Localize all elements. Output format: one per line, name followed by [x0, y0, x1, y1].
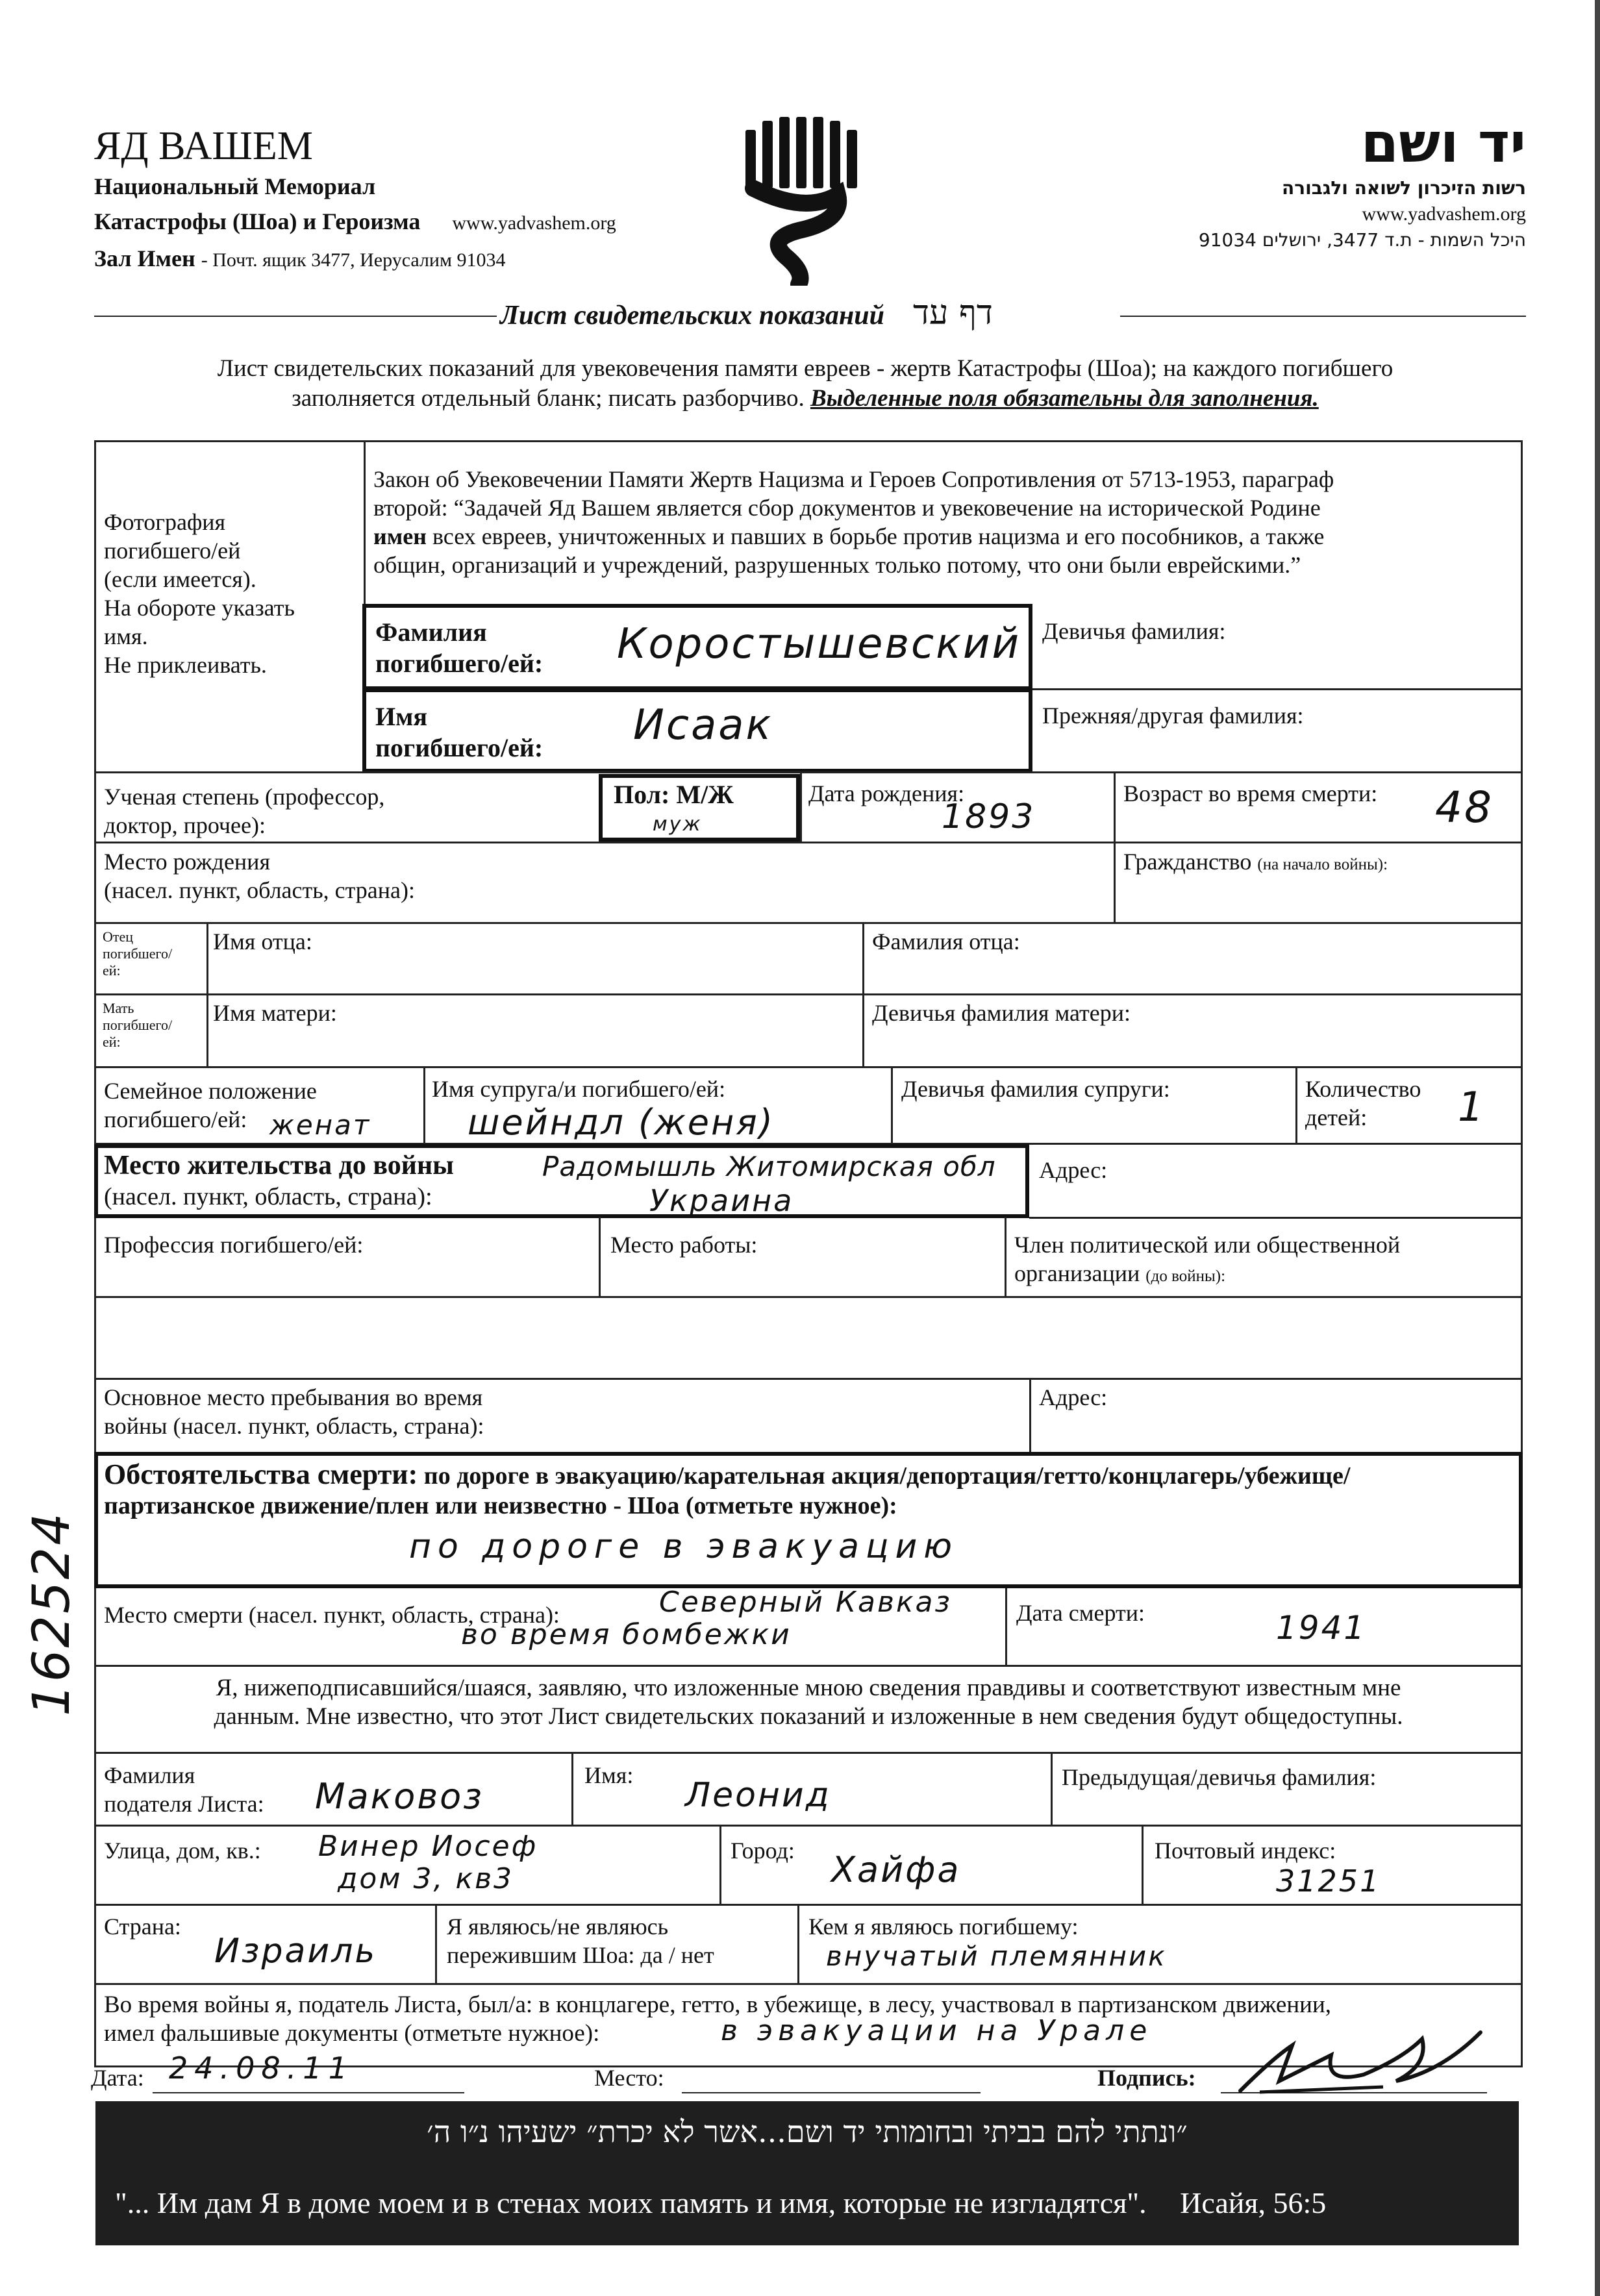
- profession-label: Профессия погибшего/ей:: [104, 1232, 364, 1258]
- street-label: Улица, дом, кв.:: [104, 1838, 261, 1864]
- org-subtitle-2: Катастрофы (Шоа) и Героизма: [94, 208, 421, 234]
- spouse-name-value: шейндл (женя): [468, 1102, 775, 1143]
- footer-quote-ru: "... Им дам Я в доме моем и в стенах моих память и имя, которые не изгладятся".: [115, 2186, 1147, 2219]
- submitter-surname-label: Фамилия подателя Листа:: [104, 1762, 264, 1817]
- mother-name-label: Имя матери:: [213, 1000, 337, 1026]
- organization-member-label: Член политической или общественной организации (до войны):: [1014, 1232, 1401, 1286]
- hall-label: Зал Имен: [94, 245, 195, 271]
- header-left: [94, 123, 744, 278]
- age-at-death-value: 48: [1435, 782, 1494, 832]
- law-text: Закон об Увековечении Памяти Жертв Нацизма и Героев Сопротивления от 5713-1953, параграф второй: “Задачей Яд Вашем является сбор документов и увековечение на исторической Родине имен всех евреев, уничтоженных и павших в борьбе против нацизма и его пособников, а также общин, организаций и учреждений, разрушенных только потому, что они были еврейскими.”: [373, 466, 1334, 578]
- sign-place-line: [682, 2092, 981, 2093]
- title-rule-left: [94, 316, 497, 317]
- residence-value-2: Украина: [649, 1183, 794, 1218]
- form-title: [500, 293, 1117, 332]
- margin-record-number: 162524: [23, 1511, 81, 1716]
- maiden-name-label: Девичья фамилия:: [1042, 618, 1226, 644]
- relation-value: внучатый племянник: [826, 1940, 1167, 1972]
- zip-value: 31251: [1276, 1864, 1381, 1899]
- org-title-ru: ЯД ВАШЕМ: [94, 124, 313, 168]
- during-war-value: в эвакуации на Урале: [721, 2014, 1153, 2047]
- previous-surname-label: Предыдущая/девичья фамилия:: [1062, 1764, 1377, 1790]
- org-website[interactable]: www.yadvashem.org: [452, 212, 616, 234]
- father-name-label: Имя отца:: [213, 929, 312, 955]
- city-value: Хайфа: [831, 1849, 961, 1890]
- age-at-death-label: Возраст во время смерти:: [1123, 780, 1378, 806]
- other-surname-label: Прежняя/другая фамилия:: [1042, 703, 1304, 729]
- submitter-name-value: Леонид: [685, 1776, 831, 1815]
- workplace-label: Место работы:: [610, 1232, 758, 1258]
- scan-edge: [1595, 0, 1600, 2296]
- death-place-label: Место смерти (насел. пункт, область, страна):: [104, 1602, 560, 1628]
- sign-date-value: 24.08.11: [169, 2051, 354, 2086]
- header-right: [1065, 110, 1526, 253]
- sex-label: Пол: М/Ж: [614, 780, 734, 809]
- yad-vashem-logo: [740, 117, 870, 286]
- relation-label: Кем я являюсь погибшему:: [808, 1914, 1079, 1940]
- survivor-status-label: Я являюсь/не являюсь пережившим Шоа: да / нет: [447, 1914, 714, 1968]
- sex-value: муж: [653, 813, 703, 836]
- children-count-label: Количество детей:: [1305, 1076, 1421, 1130]
- submitter-surname-value: Маковоз: [315, 1776, 484, 1817]
- he-subtitle: רשות הזיכרון לשואה ולגבורה: [1282, 177, 1526, 199]
- war-address-label: Адрес:: [1039, 1384, 1108, 1410]
- sign-date-line: [153, 2092, 464, 2093]
- sign-date-label: Дата:: [91, 2065, 144, 2091]
- mother-maiden-label: Девичья фамилия матери:: [872, 1000, 1131, 1026]
- residence-value-1: Радомышль Житомирская обл: [542, 1151, 996, 1182]
- father-side-label: Отец погибшего/ ей:: [103, 929, 173, 979]
- war-place-label: Основное место пребывания во время войны (насел. пункт, область, страна):: [104, 1384, 484, 1439]
- signature-scribble: [1234, 2019, 1494, 2101]
- children-count-value: 1: [1458, 1083, 1486, 1130]
- during-war-label: Во время войны я, податель Листа, был/а: в концлагере, гетто, в убежище, в лесу, участвовал в партизанском движении, имел фальшивые документы (отметьте нужное):: [104, 1991, 1331, 2047]
- birthplace-label: Место рождения (насел. пункт, область, страна):: [104, 849, 416, 903]
- street-value-2: дом 3, кв3: [338, 1862, 514, 1895]
- form-title-ru: Лист свидетельских показаний: [500, 301, 884, 331]
- street-value-1: Винер Иосеф: [318, 1830, 538, 1863]
- form-title-he: דף עד: [912, 293, 993, 332]
- title-rule-right: [1120, 316, 1526, 317]
- footer-quote-ref: Исайя, 56:5: [1180, 2186, 1327, 2219]
- victim-surname-value: Коростышевский: [617, 620, 1021, 668]
- victim-first-name-label: Имя погибшего/ей:: [375, 702, 544, 762]
- declaration-text: Я, нижеподписавшийся/шаяся, заявляю, что изложенные мною сведения правдивы и соответствуют известным мне данным. Мне известно, что этот Лист свидетельских показаний и изложенные в нем сведения будут общедоступны.: [214, 1675, 1403, 1730]
- he-address: היכל השמות - ת.ד 3477, ירושלים 91034: [1198, 229, 1526, 251]
- intro-line-1: Лист свидетельских показаний для увековечения памяти евреев - жертв Катастрофы (Шоа); на каждого погибшего: [217, 355, 1394, 382]
- photo-instructions: Фотография погибшего/ей (если имеется). На обороте указать имя. Не приклеивать.: [104, 509, 295, 678]
- death-place-value-2: во время бомбежки: [461, 1618, 792, 1651]
- victim-first-name-value: Исаак: [633, 701, 773, 749]
- intro-mandatory-note: Выделенные поля обязательны для заполнения.: [810, 385, 1319, 412]
- father-surname-label: Фамилия отца:: [872, 929, 1020, 955]
- zip-label: Почтовый индекс:: [1155, 1838, 1336, 1864]
- victim-surname-label: Фамилия погибшего/ей:: [375, 618, 544, 678]
- signature-label: Подпись:: [1097, 2065, 1196, 2091]
- residence-address-label: Адрес:: [1039, 1157, 1108, 1183]
- residence-label: Место жительства до войны (насел. пункт, область, страна):: [104, 1151, 454, 1210]
- death-place-value-1: Северный Кавказ: [659, 1586, 952, 1619]
- birth-date-value: 1893: [942, 797, 1036, 836]
- submitter-name-label: Имя:: [584, 1762, 634, 1788]
- spouse-name-label: Имя супруга/и погибшего/ей:: [432, 1076, 726, 1102]
- he-website[interactable]: www.yadvashem.org: [1362, 203, 1526, 225]
- citizenship-label: Гражданство (на начало войны):: [1123, 849, 1388, 875]
- death-date-label: Дата смерти:: [1016, 1600, 1145, 1626]
- death-circumstances-label: Обстоятельства смерти: по дороге в эвакуацию/карательная акция/депортация/гетто/концлагерь/убежище/ партизанское движение/плен или неизвестно - Шоа (отметьте нужное):: [104, 1458, 1351, 1519]
- death-date-value: 1941: [1276, 1609, 1367, 1647]
- country-label: Страна:: [104, 1914, 181, 1940]
- org-subtitle-1: Национальный Мемориал: [94, 173, 376, 199]
- birth-date-label: Дата рождения:: [808, 780, 965, 806]
- marital-status-label: Семейное положение погибшего/ей:: [104, 1078, 317, 1132]
- hall-address: - Почт. ящик 3477, Иерусалим 91034: [201, 249, 506, 271]
- intro-text: [91, 354, 1519, 414]
- city-label: Город:: [731, 1838, 795, 1864]
- intro-line-2: заполняется отдельный бланк; писать разборчиво.: [292, 385, 805, 412]
- mother-side-label: Мать погибшего/ ей:: [103, 1000, 173, 1050]
- country-value: Израиль: [214, 1932, 377, 1971]
- footer-quote-he: ״ונתתי להם בביתי ובחומותי יד ושם...אשר לא יכרת״ ישעיהו נ״ו ה׳: [427, 2114, 1188, 2149]
- marital-status-value: женат: [269, 1109, 371, 1141]
- org-title-he: יד ושם: [1360, 111, 1526, 175]
- sign-place-label: Место:: [594, 2065, 664, 2091]
- spouse-maiden-label: Девичья фамилия супруги:: [901, 1076, 1170, 1102]
- degree-label: Ученая степень (профессор, доктор, прочее):: [104, 784, 385, 838]
- footer-quote-banner: [95, 2101, 1519, 2245]
- death-circumstances-value: по дороге в эвакуацию: [409, 1527, 959, 1566]
